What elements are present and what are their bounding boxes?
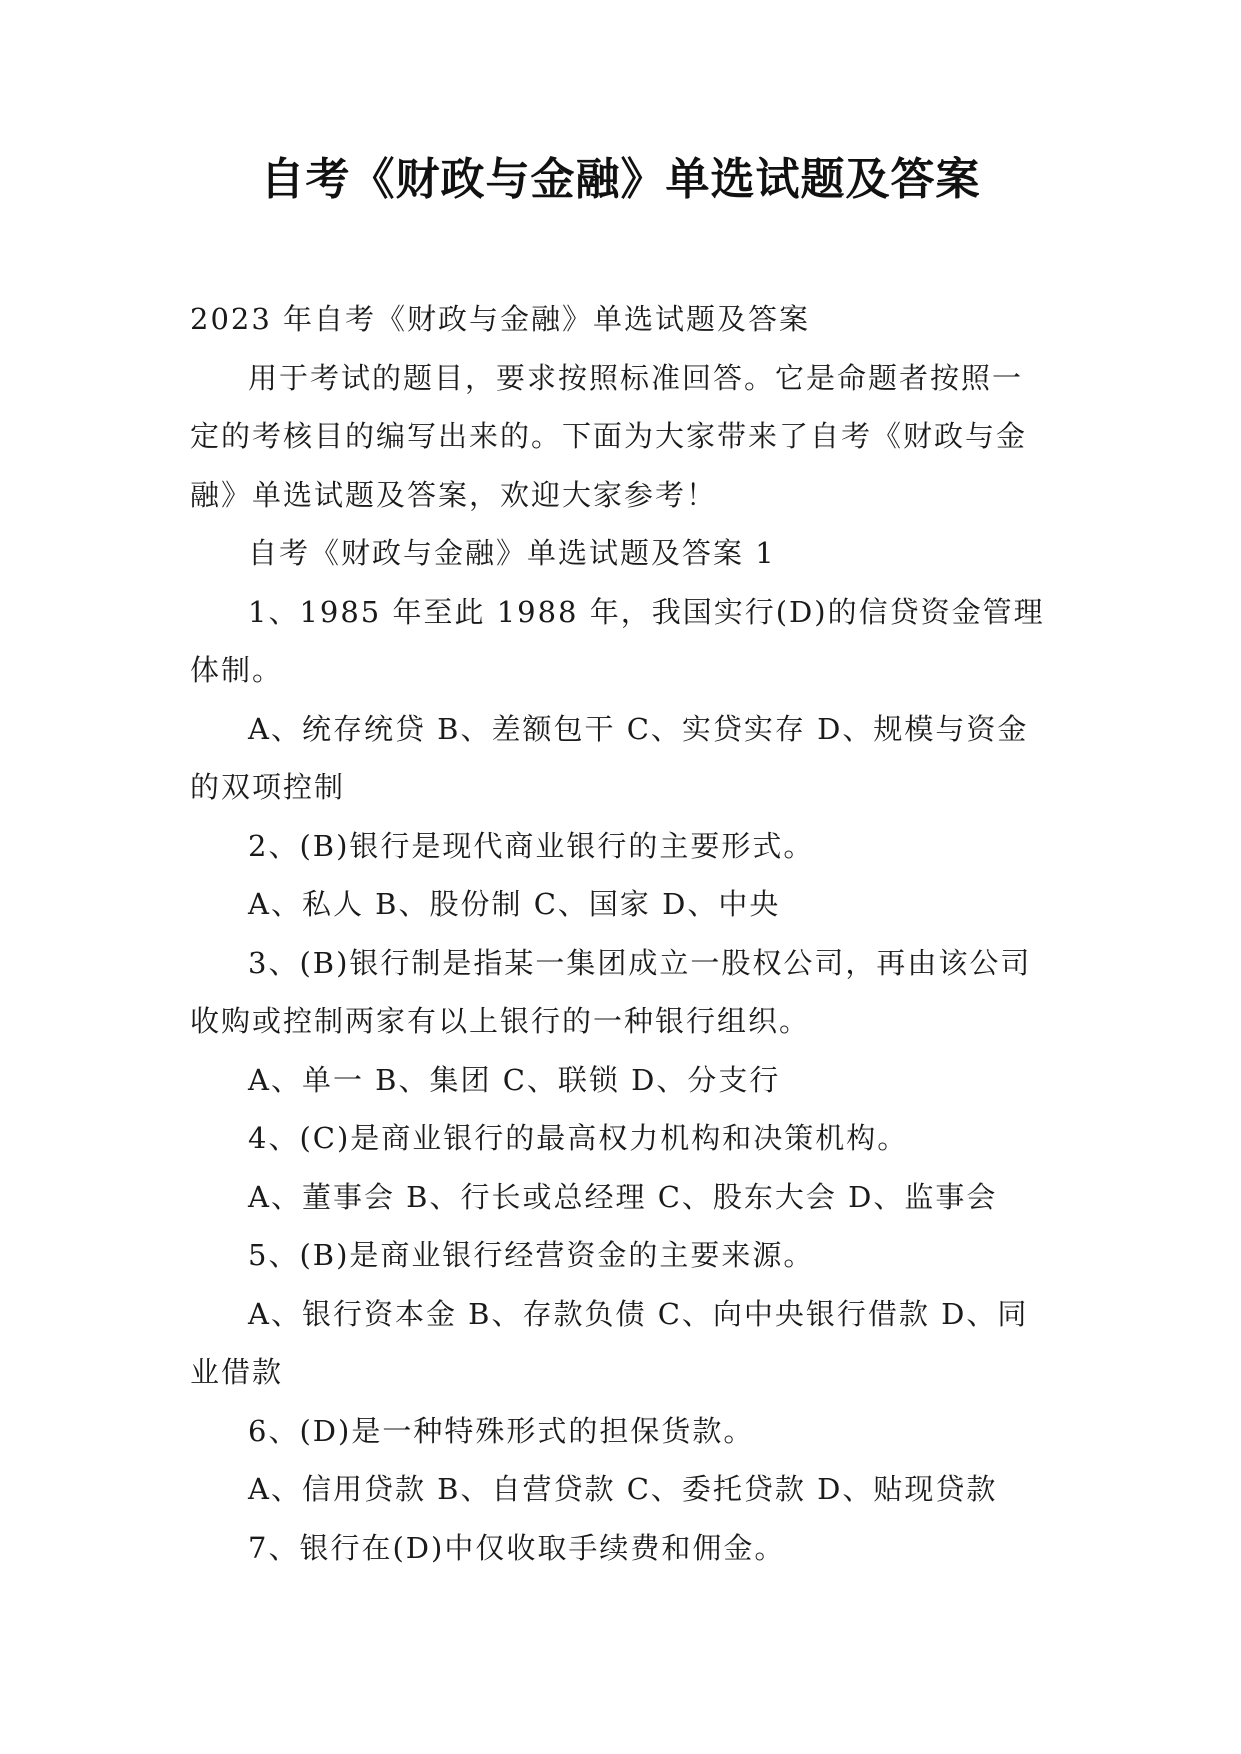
paragraph-heading-year: 2023 年自考《财政与金融》单选试题及答案 [190,302,811,336]
question-2-options: A、私人 B、股份制 C、国家 D、中央 [248,887,781,921]
paragraph-section-title: 自考《财政与金融》单选试题及答案 1 [248,536,776,570]
question-4: 4、(C)是商业银行的最高权力机构和决策机构。 [248,1121,909,1155]
question-2: 2、(B)银行是现代商业银行的主要形式。 [248,828,815,863]
question-5-options: A、银行资本金 B、存款负债 C、向中央银行借款 D、同业借款 [190,1296,1029,1389]
question-1: 1、1985 年至此 1988 年，我国实行(D)的信贷资金管理体制。 [190,594,1045,687]
question-5: 5、(B)是商业银行经营资金的主要来源。 [248,1238,815,1272]
question-4-options: A、董事会 B、行长或总经理 C、股东大会 D、监事会 [248,1179,998,1214]
document-title: 自考《财政与金融》单选试题及答案 [260,154,981,205]
paragraph-intro: 用于考试的题目，要求按照标准回答。它是命题者按照一定的考核目的编写出来的。下面为大家带来了自考《财政与金融》单选试题及答案，欢迎大家参考！ [190,360,1028,512]
question-6-options: A、信用贷款 B、自营贷款 C、委托贷款 D、贴现贷款 [248,1472,998,1506]
question-7: 7、银行在(D)中仅收取手续费和佣金。 [248,1530,786,1565]
question-1-options: A、统存统贷 B、差额包干 C、实贷实存 D、规模与资金的双项控制 [190,711,1029,804]
question-6: 6、(D)是一种特殊形式的担保货款。 [248,1413,755,1448]
question-3-options: A、单一 B、集团 C、联锁 D、分支行 [248,1062,781,1097]
document-body [190,290,1050,1577]
question-3: 3、(B)银行制是指某一集团成立一股权公司，再由该公司收购或控制两家有以上银行的一种银行组织。 [190,945,1032,1038]
